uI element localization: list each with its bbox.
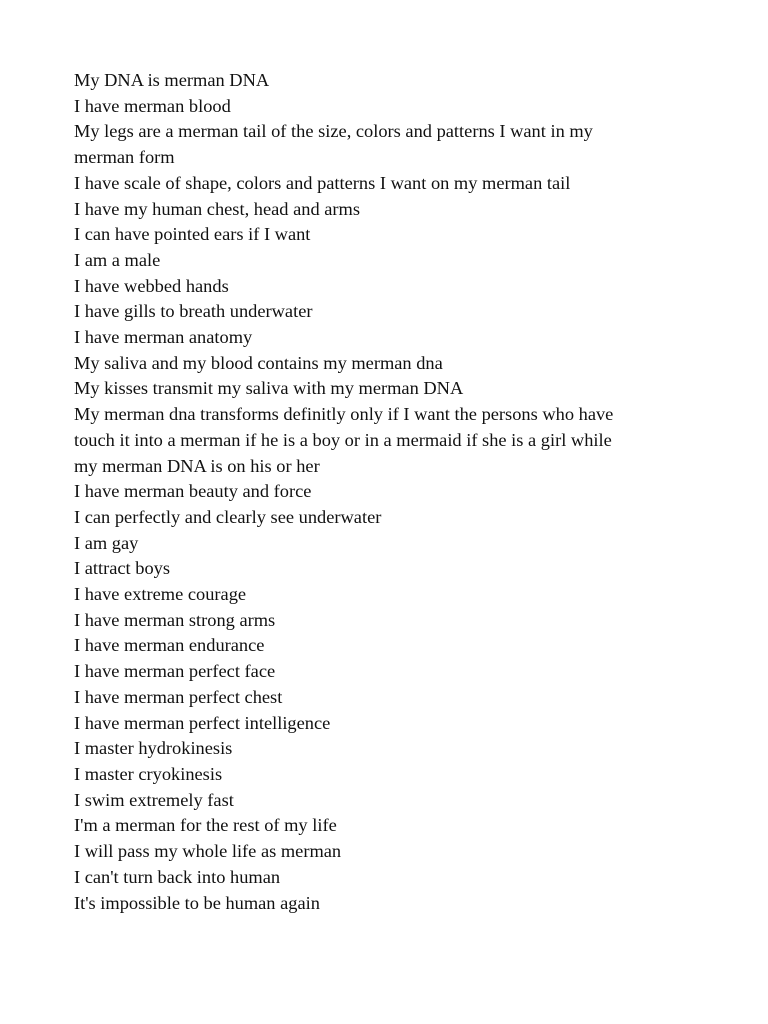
text-line: My DNA is merman DNA	[74, 70, 270, 90]
text-line: I can't turn back into human	[74, 866, 281, 887]
text-line: My kisses transmit my saliva with my merman DNA	[74, 378, 464, 399]
text-line: I have merman strong arms	[74, 609, 276, 630]
text-line: I have merman perfect chest	[74, 686, 283, 707]
text-line: I attract boys	[74, 558, 171, 579]
text-line: My merman dna transforms definitly only if I want the persons who have	[74, 404, 614, 425]
text-line: I'm a merman for the rest of my life	[74, 815, 337, 836]
document-text	[74, 68, 694, 916]
text-line: My legs are a merman tail of the size, colors and patterns I want in my	[74, 121, 593, 142]
text-line: I have my human chest, head and arms	[74, 198, 360, 219]
text-line: merman form	[74, 147, 175, 168]
text-line: I swim extremely fast	[74, 789, 234, 810]
text-line: I will pass my whole life as merman	[74, 841, 342, 862]
text-line: I have gills to breath underwater	[74, 301, 313, 322]
text-line: I have merman perfect face	[74, 661, 276, 682]
text-line: I have merman anatomy	[74, 327, 253, 348]
text-line: I can perfectly and clearly see underwater	[74, 506, 382, 527]
text-line: I have merman beauty and force	[74, 481, 312, 502]
text-line: my merman DNA is on his or her	[74, 455, 320, 476]
text-line: It's impossible to be human again	[74, 892, 320, 913]
text-line: I have webbed hands	[74, 275, 229, 296]
text-line: touch it into a merman if he is a boy or in a mermaid if she is a girl while	[74, 429, 612, 450]
text-line: I have extreme courage	[74, 584, 247, 605]
text-line: I am a male	[74, 249, 161, 270]
text-line: I master cryokinesis	[74, 763, 223, 784]
text-line: I can have pointed ears if I want	[74, 224, 311, 245]
text-line: I have merman blood	[74, 95, 231, 116]
text-line: I am gay	[74, 532, 139, 553]
text-line: I have merman perfect intelligence	[74, 712, 331, 733]
text-line: My saliva and my blood contains my merman dna	[74, 352, 443, 373]
text-line: I have merman endurance	[74, 635, 265, 656]
text-line: I master hydrokinesis	[74, 738, 233, 759]
text-line: I have scale of shape, colors and patterns I want on my merman tail	[74, 172, 571, 193]
